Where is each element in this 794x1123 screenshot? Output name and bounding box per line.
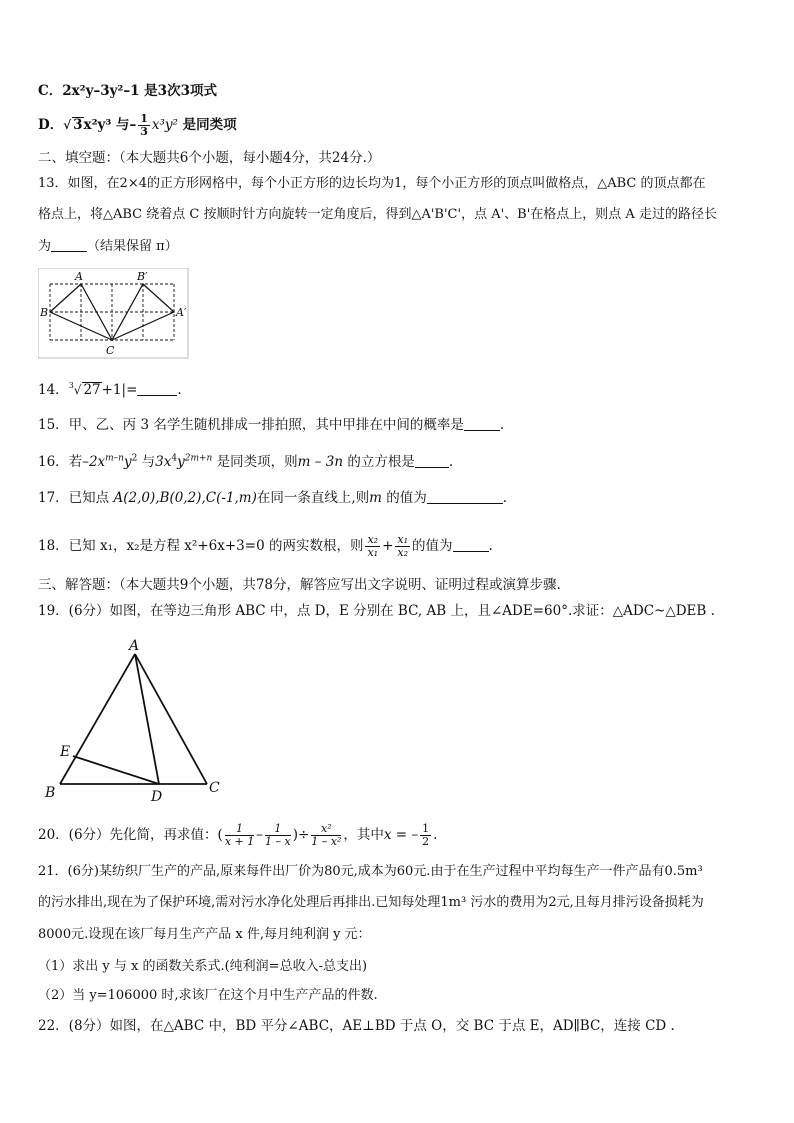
answer-blank[interactable]	[51, 237, 87, 252]
label-e: E	[60, 744, 71, 760]
option-c: C．2x²y–3y²–1 是3次3项式	[38, 83, 217, 99]
fraction-1-over-x-plus-1: $\frac{1}{x + 1}$	[224, 822, 255, 848]
label-b-prime: B′	[137, 270, 148, 283]
label-d: D	[151, 789, 163, 804]
q21-line-2: 的污水排出,现在为了保护环境,需对污水净化处理后再排出.已知每处理1m³ 污水的费用为2元,且每月排污设备损耗为	[38, 895, 704, 910]
q18: 18．已知 x₁，x₂是方程 x²+6x+3=0 的两实数根，则 $\frac{\text{x₂}}{\text{x₁}}$ + $\frac{\text{x₁}}{\text{x₂}}$ 的值为 .	[38, 533, 493, 559]
q15: 15．甲、乙、丙 3 名学生随机排成一排拍照，其中甲排在中间的概率是 .	[38, 417, 505, 433]
fraction-x2-over-1-minus-x2: $\frac{\text{x²}}{\text{1 – x²}}$	[311, 822, 342, 848]
q21-line-3: 8000元.设现在该厂每月生产产品 x 件,每月纯利润 y 元：	[38, 927, 371, 942]
section-fill-blank: 二、填空题：（本大题共6个小题，每小题4分，共24分.）	[38, 150, 381, 166]
fraction-one-third: $\frac{1}{3}$	[140, 112, 148, 138]
q13-line-1: 13．如图，在2×4的正方形网格中，每个小正方形的边长均为1，每个小正方形的顶点叫做格点，△ABC 的顶点都在	[38, 176, 706, 191]
answer-blank[interactable]	[427, 489, 503, 504]
q13-line-2: 格点上，将△ABC 绕着点 C 按顺时针方向旋转一定角度后，得到△A'B'C'，点 A'、B'在格点上，则点 A 走过的路径长	[38, 207, 717, 222]
figure-19-triangle	[38, 632, 238, 804]
label-a-prime: A′	[176, 306, 187, 319]
label-b: B	[40, 306, 49, 319]
figure-13-grid	[38, 268, 190, 360]
fraction-1-over-1-minus-x: $\frac{1}{1 - x}$	[264, 822, 291, 848]
q21-sub-2: （2）当 y=106000 时,求该厂在这个月中生产产品的件数.	[38, 988, 378, 1003]
answer-blank[interactable]	[464, 416, 500, 431]
fraction-x1-over-x2: $\frac{\text{x₁}}{\text{x₂}}$	[397, 533, 409, 559]
fraction-one-half: $\frac{1}{2}$	[422, 822, 430, 848]
answer-blank[interactable]	[415, 453, 449, 468]
fraction-x2-over-x1: $\frac{\text{x₂}}{\text{x₁}}$	[367, 533, 379, 559]
q21-sub-1: （1）求出 y 与 x 的函数关系式.(纯利润=总收入-总支出)	[38, 959, 368, 974]
q14: 14．$^3$√ 27+1|= .	[38, 381, 182, 398]
label-b: B	[45, 785, 56, 801]
label-c: C	[106, 344, 115, 357]
option-d: D．√ 3x²y³ 与– $\frac{1}{3}$ x³y² 是同类项	[38, 112, 237, 138]
q17: 17．已知点 A(2,0),B(0,2),C(-1,m)在同一条直线上,则m 的值为 .	[38, 490, 508, 506]
q16: 16．若$-2x^{m-n}y^2$ 与$3x^4y^{2m+n}$ 是同类项，则m – 3n 的立方根是 .	[38, 453, 454, 470]
answer-blank[interactable]	[453, 537, 489, 552]
q21-line-1: 21．(6分)某纺织厂生产的产品,原来每件出厂价为80元,成本为60元.由于在生产过程中平均每生产一件产品有0.5m³	[38, 864, 703, 879]
label-a: A	[75, 270, 83, 283]
q19: 19．(6分）如图，在等边三角形 ABC 中，点 D，E 分别在 BC, AB 上，且∠ADE=60°.求证：△ADC~△DEB .	[38, 603, 715, 619]
section-solve: 三、解答题：（本大题共9个小题，共78分，解答应写出文字说明、证明过程或演算步骤.	[38, 577, 561, 593]
q13-line-3: 为 （结果保留 π）	[38, 239, 178, 254]
label-a: A	[129, 638, 140, 654]
q20: 20．(6分）先化简，再求值：( $\frac{1}{x + 1}$ – $\frac{1}{1 - x}$ )÷ $\frac{\text{x²}}{\text{1 – x²}}$ ，其中x = – $\frac{1}{2}$ .	[38, 822, 438, 848]
label-c: C	[209, 780, 220, 796]
q22: 22．(8分）如图，在△ABC 中，BD 平分∠ABC，AE⊥BD 于点 O，交 BC 于点 E，AD∥BC，连接 CD .	[38, 1018, 675, 1034]
radical-3: 3	[73, 117, 83, 133]
answer-blank[interactable]	[137, 381, 177, 396]
